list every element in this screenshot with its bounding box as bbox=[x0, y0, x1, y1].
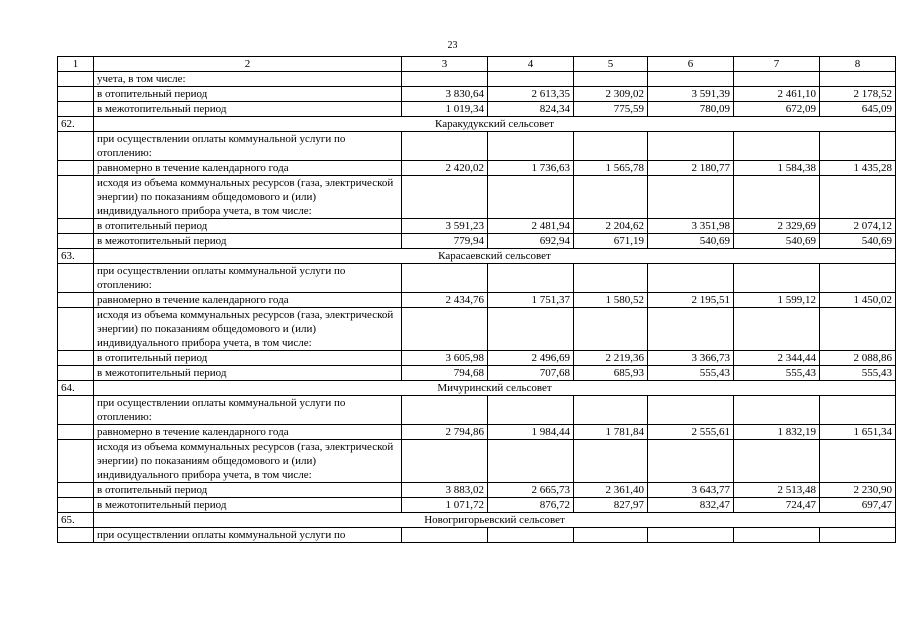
row-index-cell bbox=[58, 396, 94, 425]
value-cell bbox=[574, 528, 648, 543]
value-cell: 2 461,10 bbox=[734, 87, 820, 102]
value-cell: 2 074,12 bbox=[820, 219, 896, 234]
row-label: равномерно в течение календарного года bbox=[94, 293, 402, 308]
value-cell: 2 204,62 bbox=[574, 219, 648, 234]
section-title: Новогригорьевский сельсовет bbox=[94, 513, 896, 528]
value-cell: 1 450,02 bbox=[820, 293, 896, 308]
section-row bbox=[58, 249, 896, 264]
value-cell bbox=[648, 132, 734, 161]
value-cell: 540,69 bbox=[734, 234, 820, 249]
value-cell: 555,43 bbox=[734, 366, 820, 381]
value-cell: 555,43 bbox=[820, 366, 896, 381]
row-label: при осуществлении оплаты коммунальной услуги по bbox=[94, 528, 402, 543]
row-label: равномерно в течение календарного года bbox=[94, 161, 402, 176]
section-row bbox=[58, 117, 896, 132]
table-row bbox=[58, 498, 896, 513]
value-cell bbox=[402, 440, 488, 483]
value-cell: 1 651,34 bbox=[820, 425, 896, 440]
column-number: 5 bbox=[574, 57, 648, 72]
value-cell bbox=[648, 264, 734, 293]
value-cell bbox=[402, 132, 488, 161]
value-cell bbox=[734, 528, 820, 543]
value-cell: 685,93 bbox=[574, 366, 648, 381]
section-title: Каракудукский сельсовет bbox=[94, 117, 896, 132]
value-cell bbox=[820, 308, 896, 351]
value-cell bbox=[734, 176, 820, 219]
tariff-table bbox=[57, 56, 896, 543]
value-cell bbox=[488, 440, 574, 483]
row-index-cell bbox=[58, 425, 94, 440]
row-index-cell bbox=[58, 87, 94, 102]
row-index-cell bbox=[58, 498, 94, 513]
value-cell bbox=[488, 264, 574, 293]
value-cell: 697,47 bbox=[820, 498, 896, 513]
value-cell: 2 420,02 bbox=[402, 161, 488, 176]
table-row bbox=[58, 72, 896, 87]
row-index-cell bbox=[58, 161, 94, 176]
value-cell: 671,19 bbox=[574, 234, 648, 249]
value-cell bbox=[820, 132, 896, 161]
value-cell: 2 613,35 bbox=[488, 87, 574, 102]
row-label: при осуществлении оплаты коммунальной услуги по отоплению: bbox=[94, 132, 402, 161]
row-label: в отопительный период bbox=[94, 219, 402, 234]
table-row bbox=[58, 425, 896, 440]
table-row bbox=[58, 483, 896, 498]
value-cell: 2 344,44 bbox=[734, 351, 820, 366]
value-cell: 2 309,02 bbox=[574, 87, 648, 102]
value-cell: 3 591,39 bbox=[648, 87, 734, 102]
row-index-cell bbox=[58, 234, 94, 249]
value-cell: 2 555,61 bbox=[648, 425, 734, 440]
value-cell: 2 178,52 bbox=[820, 87, 896, 102]
value-cell: 2 665,73 bbox=[488, 483, 574, 498]
value-cell bbox=[402, 308, 488, 351]
table-row bbox=[58, 264, 896, 293]
value-cell bbox=[734, 72, 820, 87]
row-index-cell bbox=[58, 351, 94, 366]
value-cell bbox=[820, 528, 896, 543]
table-row bbox=[58, 396, 896, 425]
table-row bbox=[58, 308, 896, 351]
section-number: 65. bbox=[58, 513, 94, 528]
value-cell bbox=[734, 396, 820, 425]
value-cell bbox=[648, 176, 734, 219]
value-cell: 3 643,77 bbox=[648, 483, 734, 498]
column-number: 4 bbox=[488, 57, 574, 72]
value-cell bbox=[574, 72, 648, 87]
value-cell: 3 830,64 bbox=[402, 87, 488, 102]
value-cell bbox=[488, 176, 574, 219]
row-index-cell bbox=[58, 293, 94, 308]
value-cell bbox=[648, 308, 734, 351]
value-cell bbox=[574, 132, 648, 161]
row-label: при осуществлении оплаты коммунальной услуги по отоплению: bbox=[94, 264, 402, 293]
row-label: исходя из объема коммунальных ресурсов (газа, электрической энергии) по показаниям общедомового и (или) индивидуального прибора учета, в том числе: bbox=[94, 176, 402, 219]
value-cell: 2 230,90 bbox=[820, 483, 896, 498]
value-cell: 780,09 bbox=[648, 102, 734, 117]
value-cell: 779,94 bbox=[402, 234, 488, 249]
value-cell bbox=[820, 176, 896, 219]
section-row bbox=[58, 513, 896, 528]
row-index-cell bbox=[58, 440, 94, 483]
value-cell: 2 180,77 bbox=[648, 161, 734, 176]
value-cell bbox=[402, 176, 488, 219]
value-cell: 1 984,44 bbox=[488, 425, 574, 440]
value-cell: 775,59 bbox=[574, 102, 648, 117]
value-cell: 540,69 bbox=[648, 234, 734, 249]
value-cell: 2 434,76 bbox=[402, 293, 488, 308]
value-cell: 1 435,28 bbox=[820, 161, 896, 176]
value-cell: 2 329,69 bbox=[734, 219, 820, 234]
value-cell bbox=[648, 440, 734, 483]
value-cell bbox=[574, 176, 648, 219]
row-index-cell bbox=[58, 132, 94, 161]
row-label: исходя из объема коммунальных ресурсов (газа, электрической энергии) по показаниям общедомового и (или) индивидуального прибора учета, в том числе: bbox=[94, 308, 402, 351]
section-number: 62. bbox=[58, 117, 94, 132]
value-cell: 2 496,69 bbox=[488, 351, 574, 366]
column-number: 8 bbox=[820, 57, 896, 72]
value-cell: 876,72 bbox=[488, 498, 574, 513]
table-row bbox=[58, 293, 896, 308]
value-cell bbox=[574, 264, 648, 293]
value-cell: 1 019,34 bbox=[402, 102, 488, 117]
value-cell: 2 219,36 bbox=[574, 351, 648, 366]
row-index-cell bbox=[58, 528, 94, 543]
row-label: в отопительный период bbox=[94, 483, 402, 498]
row-label: учета, в том числе: bbox=[94, 72, 402, 87]
column-number: 7 bbox=[734, 57, 820, 72]
value-cell bbox=[820, 396, 896, 425]
section-number: 64. bbox=[58, 381, 94, 396]
value-cell: 555,43 bbox=[648, 366, 734, 381]
row-index-cell bbox=[58, 72, 94, 87]
table-row bbox=[58, 351, 896, 366]
value-cell: 645,09 bbox=[820, 102, 896, 117]
section-title: Мичуринский сельсовет bbox=[94, 381, 896, 396]
table-row bbox=[58, 219, 896, 234]
value-cell: 1 599,12 bbox=[734, 293, 820, 308]
row-label: в отопительный период bbox=[94, 351, 402, 366]
value-cell bbox=[488, 132, 574, 161]
value-cell: 3 591,23 bbox=[402, 219, 488, 234]
row-index-cell bbox=[58, 308, 94, 351]
value-cell: 832,47 bbox=[648, 498, 734, 513]
table-row bbox=[58, 87, 896, 102]
value-cell: 672,09 bbox=[734, 102, 820, 117]
value-cell: 2 195,51 bbox=[648, 293, 734, 308]
value-cell: 724,47 bbox=[734, 498, 820, 513]
value-cell: 3 366,73 bbox=[648, 351, 734, 366]
value-cell bbox=[574, 308, 648, 351]
row-index-cell bbox=[58, 366, 94, 381]
value-cell: 2 361,40 bbox=[574, 483, 648, 498]
value-cell: 1 580,52 bbox=[574, 293, 648, 308]
row-index-cell bbox=[58, 264, 94, 293]
value-cell: 794,68 bbox=[402, 366, 488, 381]
value-cell: 1 781,84 bbox=[574, 425, 648, 440]
value-cell bbox=[402, 264, 488, 293]
table-row bbox=[58, 234, 896, 249]
value-cell: 3 351,98 bbox=[648, 219, 734, 234]
value-cell bbox=[734, 264, 820, 293]
value-cell: 3 883,02 bbox=[402, 483, 488, 498]
table-row bbox=[58, 132, 896, 161]
row-label: в межотопительный период bbox=[94, 498, 402, 513]
value-cell bbox=[734, 132, 820, 161]
value-cell: 2 481,94 bbox=[488, 219, 574, 234]
value-cell bbox=[488, 308, 574, 351]
page-number: 23 bbox=[447, 40, 458, 51]
value-cell bbox=[648, 396, 734, 425]
column-number: 3 bbox=[402, 57, 488, 72]
value-cell: 1 584,38 bbox=[734, 161, 820, 176]
value-cell: 827,97 bbox=[574, 498, 648, 513]
row-index-cell bbox=[58, 483, 94, 498]
section-row bbox=[58, 381, 896, 396]
value-cell: 824,34 bbox=[488, 102, 574, 117]
value-cell: 1 565,78 bbox=[574, 161, 648, 176]
value-cell bbox=[574, 440, 648, 483]
value-cell bbox=[488, 72, 574, 87]
row-label: в межотопительный период bbox=[94, 102, 402, 117]
value-cell: 2 513,48 bbox=[734, 483, 820, 498]
value-cell: 1 832,19 bbox=[734, 425, 820, 440]
row-label: равномерно в течение календарного года bbox=[94, 425, 402, 440]
column-number: 1 bbox=[58, 57, 94, 72]
value-cell: 692,94 bbox=[488, 234, 574, 249]
value-cell: 540,69 bbox=[820, 234, 896, 249]
row-label: в межотопительный период bbox=[94, 234, 402, 249]
section-number: 63. bbox=[58, 249, 94, 264]
value-cell bbox=[488, 528, 574, 543]
table-row bbox=[58, 176, 896, 219]
value-cell: 1 751,37 bbox=[488, 293, 574, 308]
value-cell bbox=[402, 528, 488, 543]
column-number-row bbox=[58, 57, 896, 72]
row-label: при осуществлении оплаты коммунальной услуги по отоплению: bbox=[94, 396, 402, 425]
row-index-cell bbox=[58, 176, 94, 219]
value-cell: 1 736,63 bbox=[488, 161, 574, 176]
table-row bbox=[58, 102, 896, 117]
row-label: в отопительный период bbox=[94, 87, 402, 102]
column-number: 2 bbox=[94, 57, 402, 72]
table-row bbox=[58, 366, 896, 381]
value-cell bbox=[402, 72, 488, 87]
value-cell: 2 088,86 bbox=[820, 351, 896, 366]
table-body bbox=[58, 57, 896, 543]
value-cell bbox=[574, 396, 648, 425]
table-row bbox=[58, 440, 896, 483]
section-title: Карасаевский сельсовет bbox=[94, 249, 896, 264]
value-cell bbox=[820, 264, 896, 293]
value-cell bbox=[648, 528, 734, 543]
value-cell: 1 071,72 bbox=[402, 498, 488, 513]
row-label: в межотопительный период bbox=[94, 366, 402, 381]
value-cell bbox=[734, 440, 820, 483]
value-cell: 2 794,86 bbox=[402, 425, 488, 440]
row-index-cell bbox=[58, 219, 94, 234]
value-cell bbox=[734, 308, 820, 351]
row-index-cell bbox=[58, 102, 94, 117]
column-number: 6 bbox=[648, 57, 734, 72]
table-row bbox=[58, 528, 896, 543]
value-cell bbox=[648, 72, 734, 87]
value-cell bbox=[820, 72, 896, 87]
value-cell: 3 605,98 bbox=[402, 351, 488, 366]
value-cell bbox=[402, 396, 488, 425]
row-label: исходя из объема коммунальных ресурсов (газа, электрической энергии) по показаниям общедомового и (или) индивидуального прибора учета, в том числе: bbox=[94, 440, 402, 483]
value-cell bbox=[488, 396, 574, 425]
value-cell bbox=[820, 440, 896, 483]
table-row bbox=[58, 161, 896, 176]
value-cell: 707,68 bbox=[488, 366, 574, 381]
